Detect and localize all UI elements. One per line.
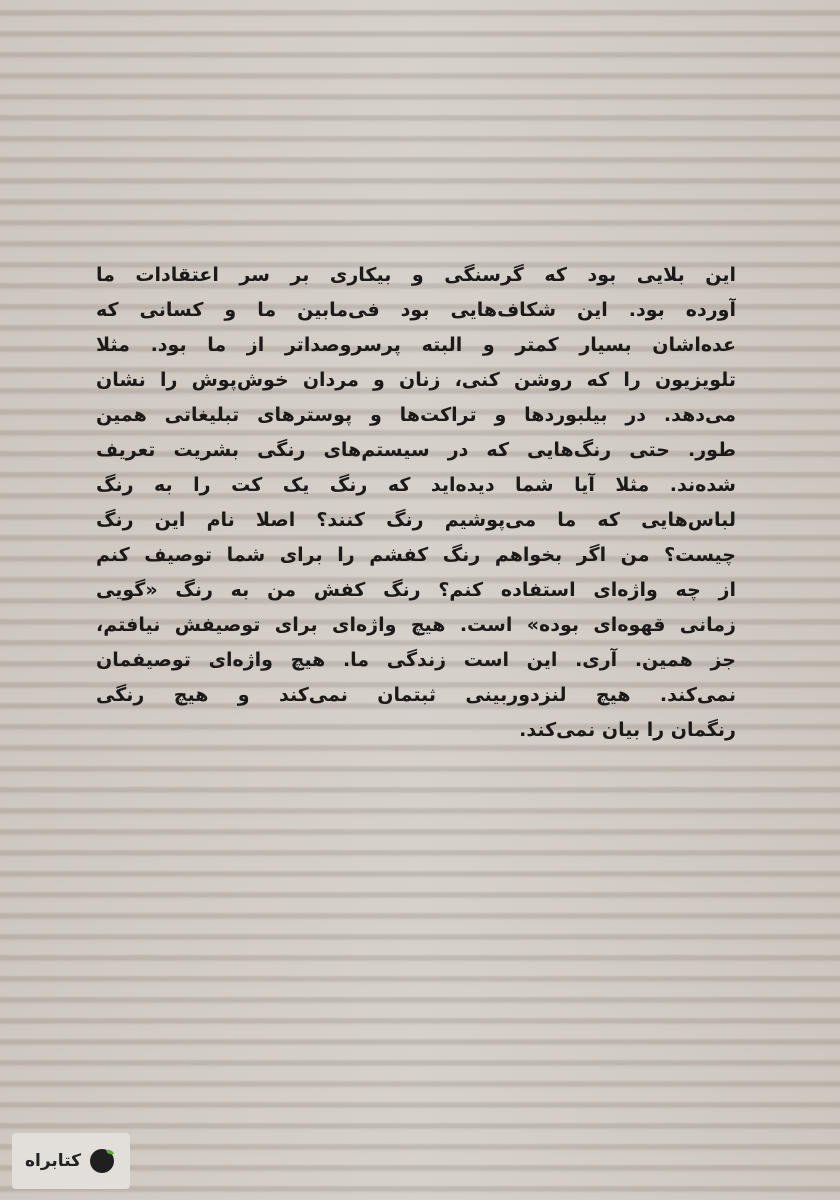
text-line-1: این بلایی بود که گرسنگی و بیکاری بر سر اعتقادات ما xyxy=(96,264,736,286)
text-line-14: رنگمان را بیان نمی‌کند. xyxy=(519,719,736,741)
text-line-7: شده‌ند. مثلا آیا شما دیده‌اید که رنگ یک کت را به رنگ xyxy=(96,474,736,496)
text-line-12: جز همین. آری. این است زندگی ما. هیچ واژه‌ای توصیفمان xyxy=(96,649,736,671)
text-line-11: زمانی قهوه‌ای بوده» است. هیچ واژه‌ای برای توصیفش نیافتم، xyxy=(96,614,736,636)
text-line-9: چیست؟ من اگر بخواهم رنگ کفشم را برای شما توصیف کنم xyxy=(96,544,736,566)
ketabrah-logo xyxy=(12,1133,130,1189)
logo-text: کتابراه xyxy=(24,1151,82,1171)
text-line-13: نمی‌کند. هیچ لنزدوربینی ثبتمان نمی‌کند و هیچ رنگی xyxy=(96,684,736,706)
text-line-10: از چه واژه‌ای استفاده کنم؟ رنگ کفش من به رنگ «گویی xyxy=(96,579,736,601)
ketabrah-logo-icon xyxy=(87,1146,117,1176)
text-line-6: طور. حتی رنگ‌هایی که در سیستم‌های رنگی بشریت تعریف xyxy=(96,439,736,461)
body-paragraph xyxy=(96,258,736,748)
text-line-3: عده‌اشان بسیار کمتر و البته پرسروصداتر از ما بود. مثلا xyxy=(96,334,736,356)
text-line-8: لباس‌هایی که ما می‌پوشیم رنگ کنند؟ اصلا نام این رنگ xyxy=(96,509,736,531)
text-line-4: تلویزیون را که روشن کنی، زنان و مردان خوش‌پوش را نشان xyxy=(96,369,736,391)
text-line-5: می‌دهد. در بیلبوردها و تراکت‌ها و پوسترهای تبلیغاتی همین xyxy=(96,404,736,426)
text-line-2: آورده بود. این شکاف‌هایی بود فی‌مابین ما و کسانی که xyxy=(96,299,736,321)
